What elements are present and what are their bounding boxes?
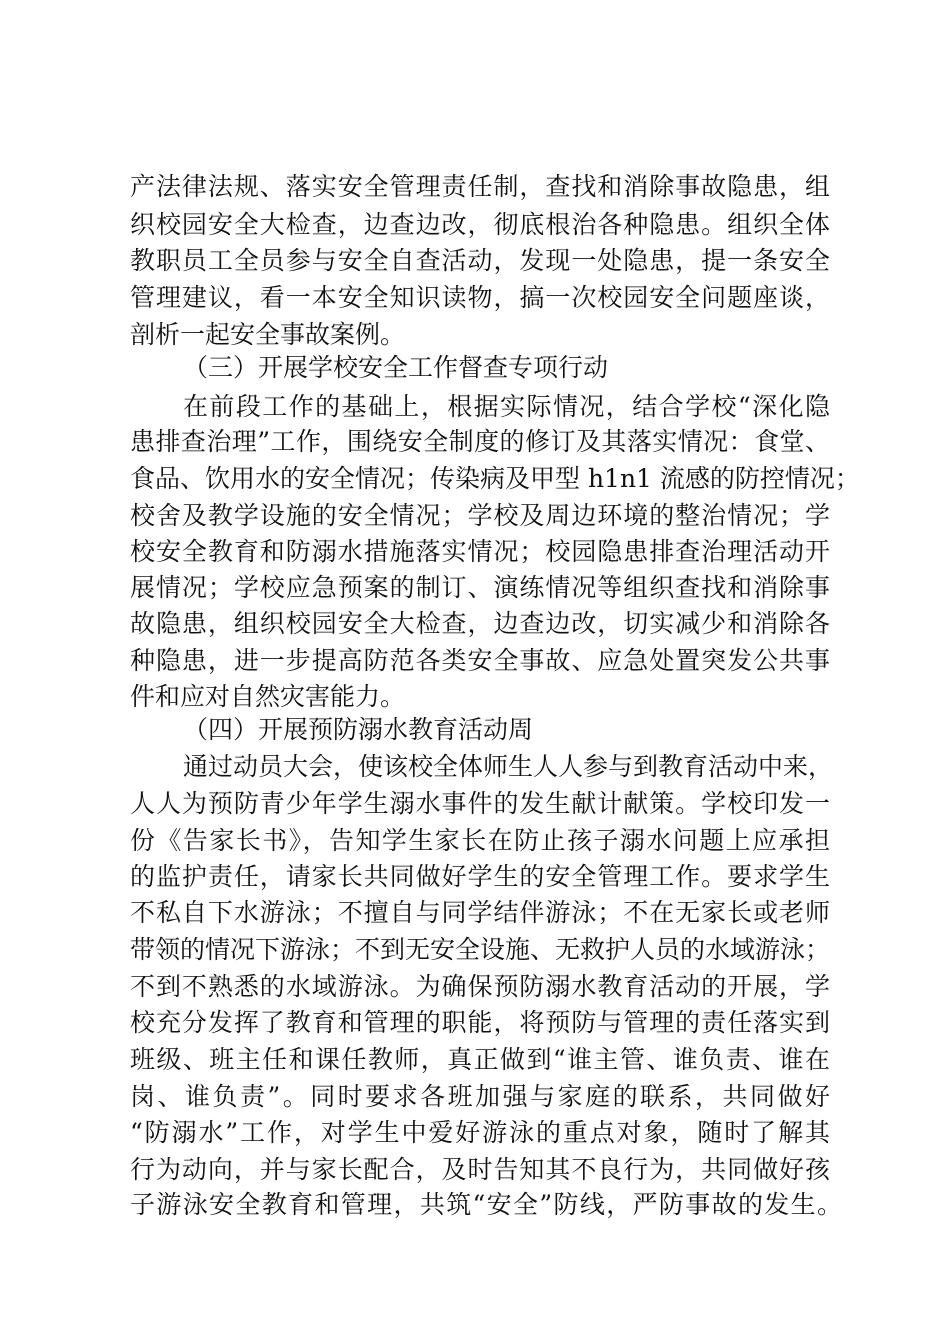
body-line: 展情况；学校应急预案的制订、演练情况等组织查找和消除事 [130,573,830,602]
body-line: 故隐患，组织校园安全大检查，边查边改，切实减少和消除各 [130,609,830,638]
body-line: 种隐患，进一步提高防范各类安全事故、应急处置突发公共事 [130,646,830,675]
body-line: 食品、饮用水的安全情况；传染病及甲型 h1n1 流感的防控情况； [130,464,860,493]
body-line: 校舍及教学设施的安全情况；学校及周边环境的整治情况；学 [130,501,830,530]
section-heading: （三）开展学校安全工作督查专项行动 [183,353,609,382]
body-line: 患排查治理”工作，围绕安全制度的修订及其落实情况：食堂、 [130,427,830,456]
body-line: 不到不熟悉的水域游泳。为确保预防溺水教育活动的开展，学 [130,972,830,1001]
body-line: 份《告家长书》，告知学生家长在防止孩子溺水问题上应承担 [130,826,830,855]
body-line: 带领的情况下游泳；不到无安全设施、无救护人员的水域游泳； [130,935,831,964]
body-line: “防溺水”工作，对学生中爱好游泳的重点对象，随时了解其 [130,1118,830,1147]
body-line: 校充分发挥了教育和管理的职能，将预防与管理的责任落实到 [130,1008,830,1037]
body-line: 产法律法规、落实安全管理责任制，查找和消除事故隐患，组 [130,172,830,201]
body-line: 校安全教育和防溺水措施落实情况；校园隐患排查治理活动开 [130,537,830,566]
body-line: 行为动向，并与家长配合，及时告知其不良行为，共同做好孩 [130,1155,830,1184]
body-line: 人人为预防青少年学生溺水事件的发生献计献策。学校印发一 [130,789,830,818]
body-line: 班级、班主任和课任教师，真正做到“谁主管、谁负责、谁在 [130,1045,830,1074]
body-line: 教职员工全员参与安全自查活动，发现一处隐患，提一条安全 [130,246,830,275]
body-line: 管理建议，看一本安全知识读物，搞一次校园安全问题座谈， [130,283,830,312]
section-heading: （四）开展预防溺水教育活动周 [183,715,534,744]
body-line: 剖析一起安全事故案例。 [130,320,406,349]
body-line: 的监护责任，请家长共同做好学生的安全管理工作。要求学生 [130,862,830,891]
body-line: 不私自下水游泳；不擅自与同学结伴游泳；不在无家长或老师 [130,898,830,927]
body-line: 在前段工作的基础上，根据实际情况，结合学校“深化隐 [183,392,830,421]
body-line: 岗、谁负责”。同时要求各班加强与家庭的联系，共同做好 [130,1082,830,1111]
body-line: 子游泳安全教育和管理，共筑“安全”防线，严防事故的发生。 [130,1190,842,1219]
body-line: 件和应对自然灾害能力。 [130,682,406,711]
body-line: 通过动员大会，使该校全体师生人人参与到教育活动中来， [183,752,834,781]
body-line: 织校园安全大检查，边查边改，彻底根治各种隐患。组织全体 [130,210,830,239]
